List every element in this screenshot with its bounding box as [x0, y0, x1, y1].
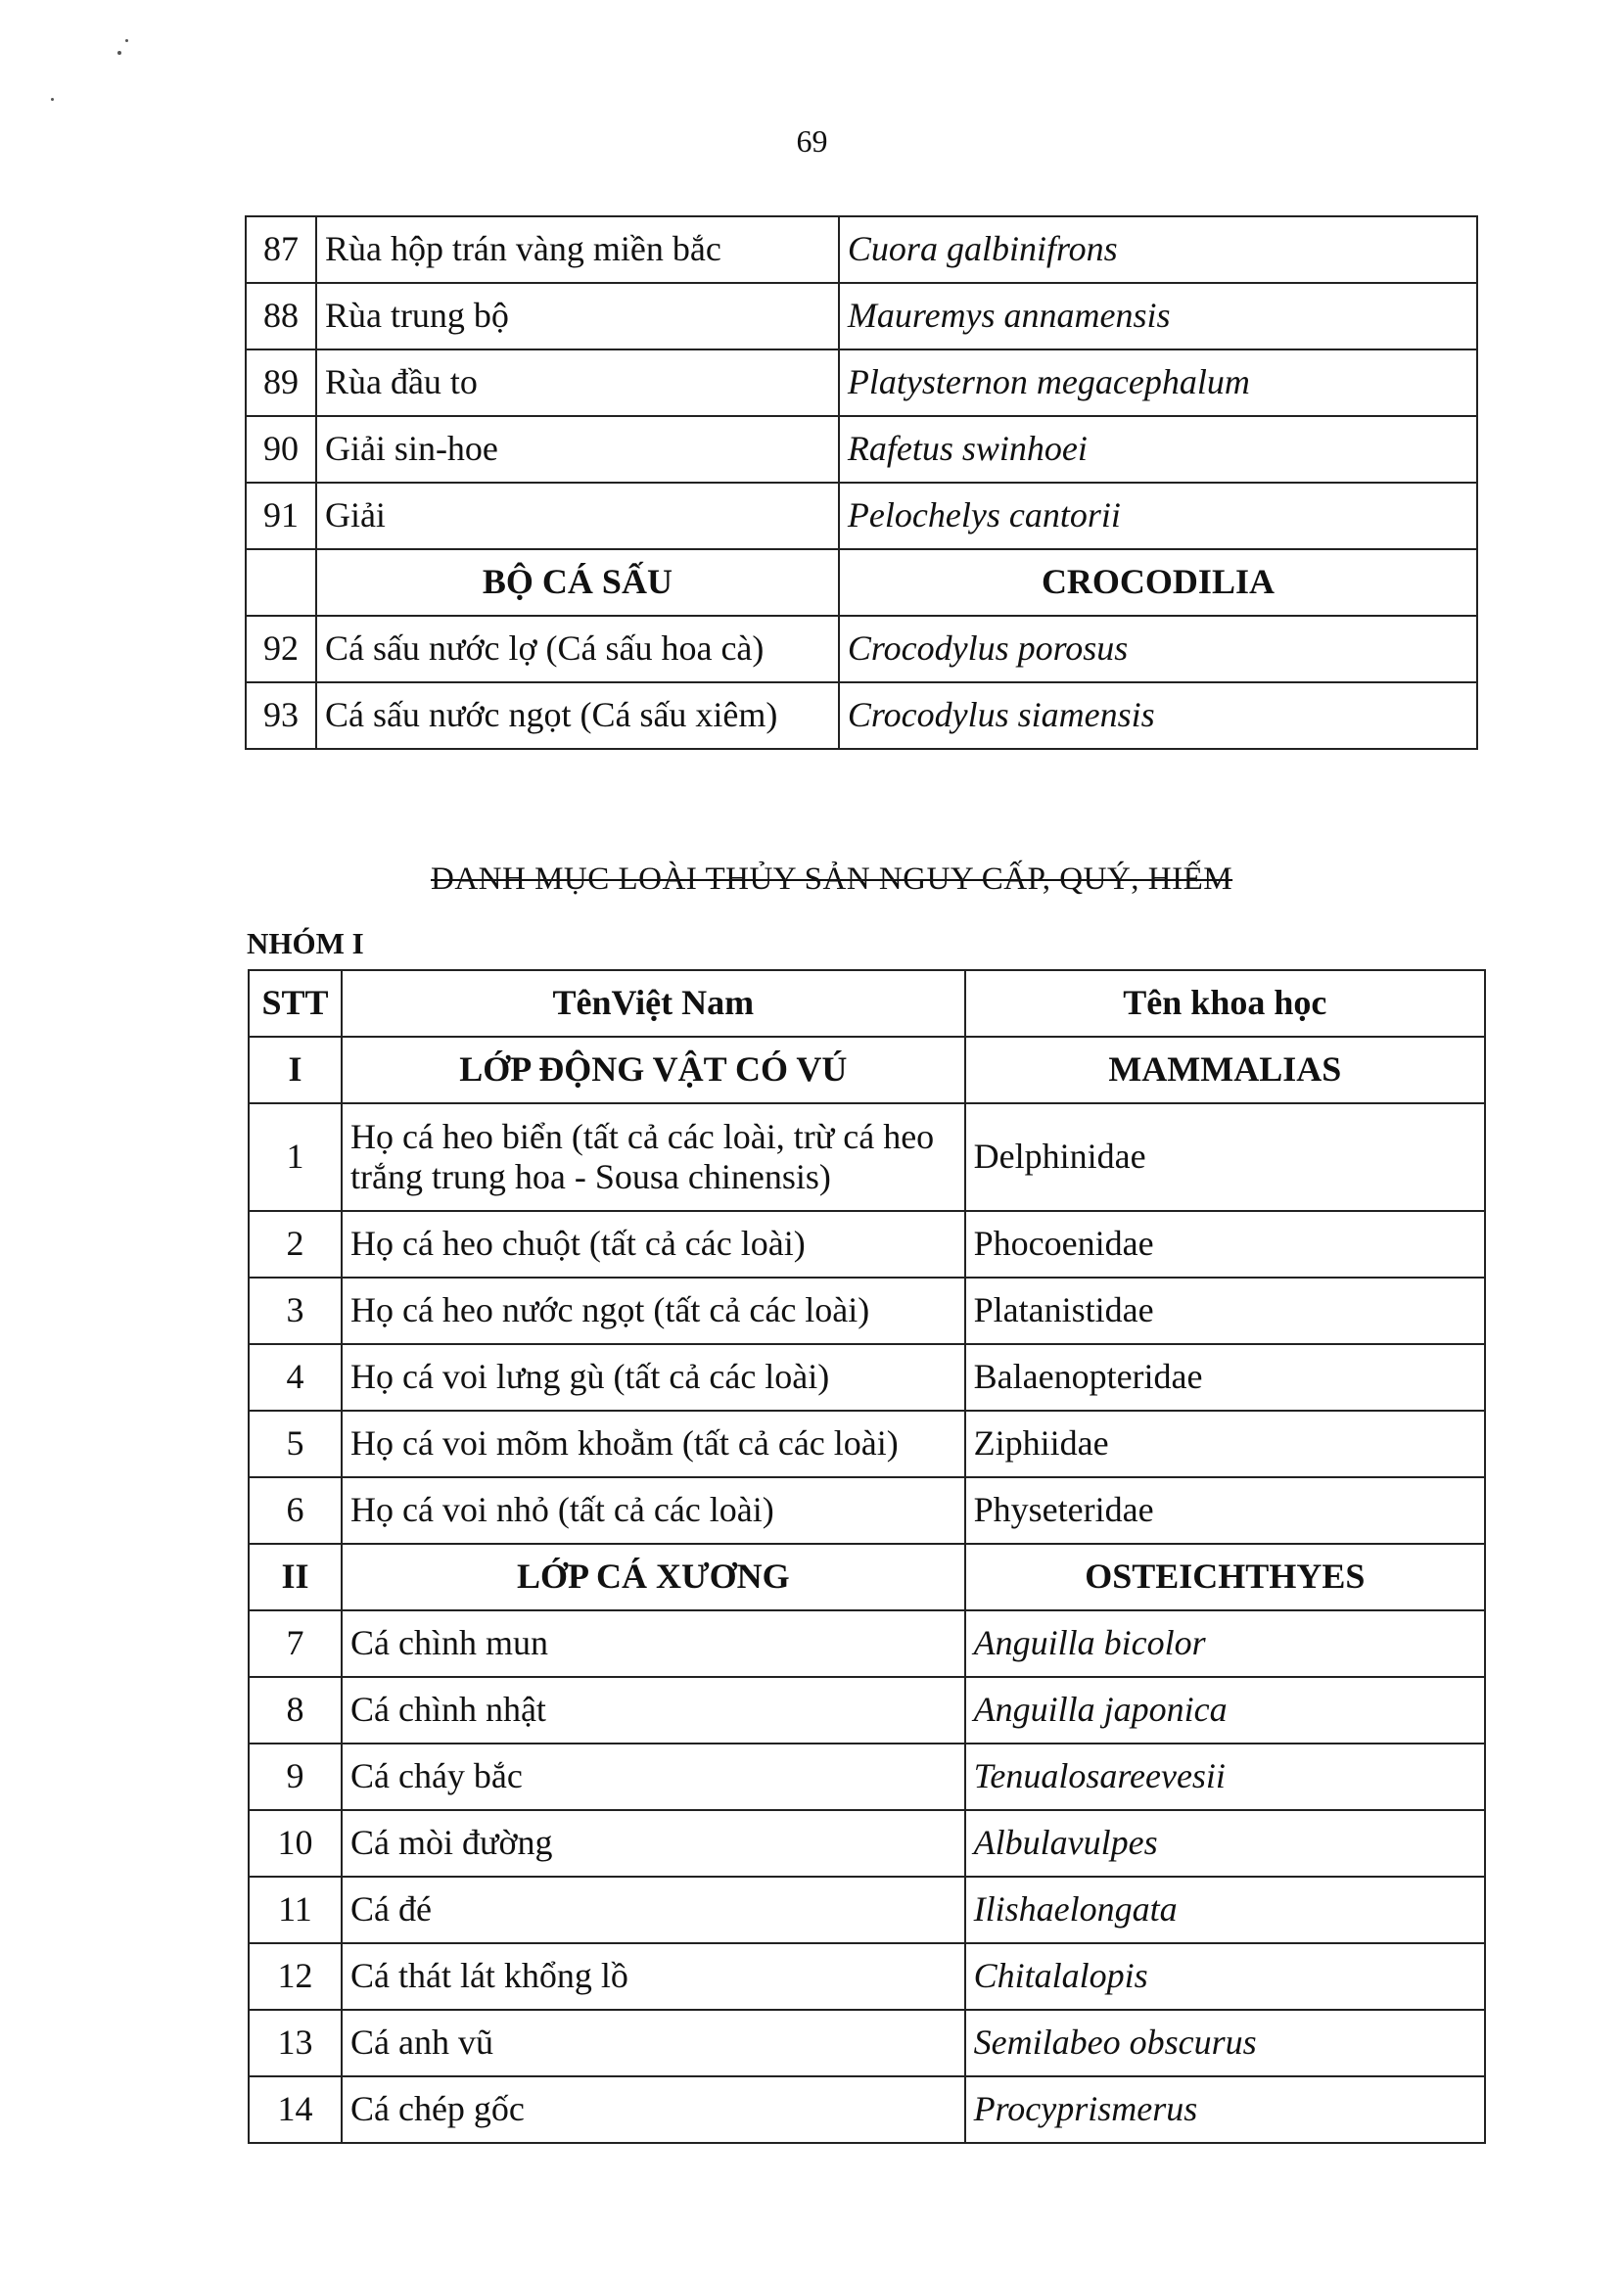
vietnamese-name: Cá thát lát khổng lồ	[342, 1943, 965, 2010]
vietnamese-name: Họ cá voi lưng gù (tất cả các loài)	[342, 1344, 965, 1411]
vietnamese-name: Rùa trung bộ	[316, 283, 839, 349]
vietnamese-name: Cá chép gốc	[342, 2076, 965, 2143]
row-number: 12	[249, 1943, 342, 2010]
scientific-name: Semilabeo obscurus	[965, 2010, 1485, 2076]
row-number: 8	[249, 1677, 342, 1744]
vietnamese-name: Cá chình mun	[342, 1610, 965, 1677]
vietnamese-name: Cá đé	[342, 1877, 965, 1943]
table-row	[249, 1211, 1485, 1278]
table-row	[246, 416, 1477, 483]
scientific-name: Crocodylus siamensis	[839, 682, 1477, 749]
row-number: 7	[249, 1610, 342, 1677]
section-vietnamese: LỚP CÁ XƯƠNG	[342, 1544, 965, 1610]
scan-speck	[51, 98, 54, 101]
table-row	[249, 1103, 1485, 1211]
table-row	[249, 1411, 1485, 1477]
vietnamese-name: Cá mòi đường	[342, 1810, 965, 1877]
vietnamese-name: Giải sin-hoe	[316, 416, 839, 483]
row-number: 91	[246, 483, 316, 549]
table-row	[246, 216, 1477, 283]
vietnamese-name: Cá anh vũ	[342, 2010, 965, 2076]
row-number: 1	[249, 1103, 342, 1211]
vietnamese-name: Họ cá voi mõm khoằm (tất cả các loài)	[342, 1411, 965, 1477]
row-number: 93	[246, 682, 316, 749]
group-label: NHÓM I	[247, 926, 364, 960]
vietnamese-name: Họ cá heo biển (tất cả các loài, trừ cá heo trắng trung hoa - Sousa chinensis)	[342, 1103, 965, 1211]
scientific-name: Tenualosareevesii	[965, 1744, 1485, 1810]
scientific-name: Platanistidae	[965, 1278, 1485, 1344]
table-row	[249, 2010, 1485, 2076]
row-number: 89	[246, 349, 316, 416]
scientific-name: Cuora galbinifrons	[839, 216, 1477, 283]
scientific-name: Anguilla japonica	[965, 1677, 1485, 1744]
table-row	[249, 1477, 1485, 1544]
scientific-name: Ziphiidae	[965, 1411, 1485, 1477]
scientific-name: Physeteridae	[965, 1477, 1485, 1544]
section-scientific: OSTEICHTHYES	[965, 1544, 1485, 1610]
row-number: 11	[249, 1877, 342, 1943]
list-title: DANH MỤC LOÀI THỦY SẢN NGUY CẤP, QUÝ, HIẾM	[431, 861, 1233, 897]
row-number: 3	[249, 1278, 342, 1344]
row-number: 4	[249, 1344, 342, 1411]
row-number: 9	[249, 1744, 342, 1810]
row-number: 92	[246, 616, 316, 682]
row-number: 87	[246, 216, 316, 283]
table-row	[246, 616, 1477, 682]
header-vietnamese-name: TênViệt Nam	[342, 970, 965, 1037]
scientific-name: Phocoenidae	[965, 1211, 1485, 1278]
section-vietnamese: LỚP ĐỘNG VẬT CÓ VÚ	[342, 1037, 965, 1103]
scientific-name: Mauremys annamensis	[839, 283, 1477, 349]
vietnamese-name: Cá chình nhật	[342, 1677, 965, 1744]
section-scientific: MAMMALIAS	[965, 1037, 1485, 1103]
scientific-name: Ilishaelongata	[965, 1877, 1485, 1943]
scientific-name: Balaenopteridae	[965, 1344, 1485, 1411]
vietnamese-name: Rùa đầu to	[316, 349, 839, 416]
scan-speck	[117, 51, 121, 55]
scientific-name: Crocodylus porosus	[839, 616, 1477, 682]
row-number: 6	[249, 1477, 342, 1544]
section-vietnamese: BỘ CÁ SẤU	[316, 549, 839, 616]
header-stt: STT	[249, 970, 342, 1037]
table-row	[249, 1278, 1485, 1344]
scientific-name: Platysternon megacephalum	[839, 349, 1477, 416]
page-number: 69	[796, 123, 828, 159]
table-row	[246, 682, 1477, 749]
row-number: 10	[249, 1810, 342, 1877]
table-row	[249, 1677, 1485, 1744]
vietnamese-name: Họ cá heo nước ngọt (tất cả các loài)	[342, 1278, 965, 1344]
vietnamese-name: Giải	[316, 483, 839, 549]
table-row	[246, 483, 1477, 549]
table-row	[249, 1943, 1485, 2010]
table-row	[249, 1877, 1485, 1943]
row-number: 88	[246, 283, 316, 349]
scientific-name: Chitalalopis	[965, 1943, 1485, 2010]
table-row	[246, 349, 1477, 416]
vietnamese-name: Cá sấu nước ngọt (Cá sấu xiêm)	[316, 682, 839, 749]
scientific-name: Albulavulpes	[965, 1810, 1485, 1877]
row-number: 90	[246, 416, 316, 483]
row-number: 5	[249, 1411, 342, 1477]
table-row	[249, 1610, 1485, 1677]
scientific-name: Delphinidae	[965, 1103, 1485, 1211]
row-number: 13	[249, 2010, 342, 2076]
vietnamese-name: Họ cá heo chuột (tất cả các loài)	[342, 1211, 965, 1278]
section-row	[246, 549, 1477, 616]
table-row	[249, 1810, 1485, 1877]
section-scientific: CROCODILIA	[839, 549, 1477, 616]
section-number: I	[249, 1037, 342, 1103]
vietnamese-name: Cá sấu nước lợ (Cá sấu hoa cà)	[316, 616, 839, 682]
vietnamese-name: Họ cá voi nhỏ (tất cả các loài)	[342, 1477, 965, 1544]
table-row	[249, 2076, 1485, 2143]
section-row	[249, 1037, 1485, 1103]
scientific-name: Rafetus swinhoei	[839, 416, 1477, 483]
vietnamese-name: Rùa hộp trán vàng miền bắc	[316, 216, 839, 283]
aquatic-species-table	[248, 969, 1486, 2144]
table-row	[246, 283, 1477, 349]
row-number: 2	[249, 1211, 342, 1278]
scan-speck	[125, 39, 128, 42]
table-row	[249, 1344, 1485, 1411]
table-row	[249, 1744, 1485, 1810]
section-number: II	[249, 1544, 342, 1610]
section-row	[249, 1544, 1485, 1610]
row-number: 14	[249, 2076, 342, 2143]
scientific-name: Anguilla bicolor	[965, 1610, 1485, 1677]
vietnamese-name: Cá cháy bắc	[342, 1744, 965, 1810]
reptile-species-table	[245, 215, 1478, 750]
header-row	[249, 970, 1485, 1037]
scientific-name: Procyprismerus	[965, 2076, 1485, 2143]
scientific-name: Pelochelys cantorii	[839, 483, 1477, 549]
header-scientific-name: Tên khoa học	[965, 970, 1485, 1037]
row-number-empty	[246, 549, 316, 616]
